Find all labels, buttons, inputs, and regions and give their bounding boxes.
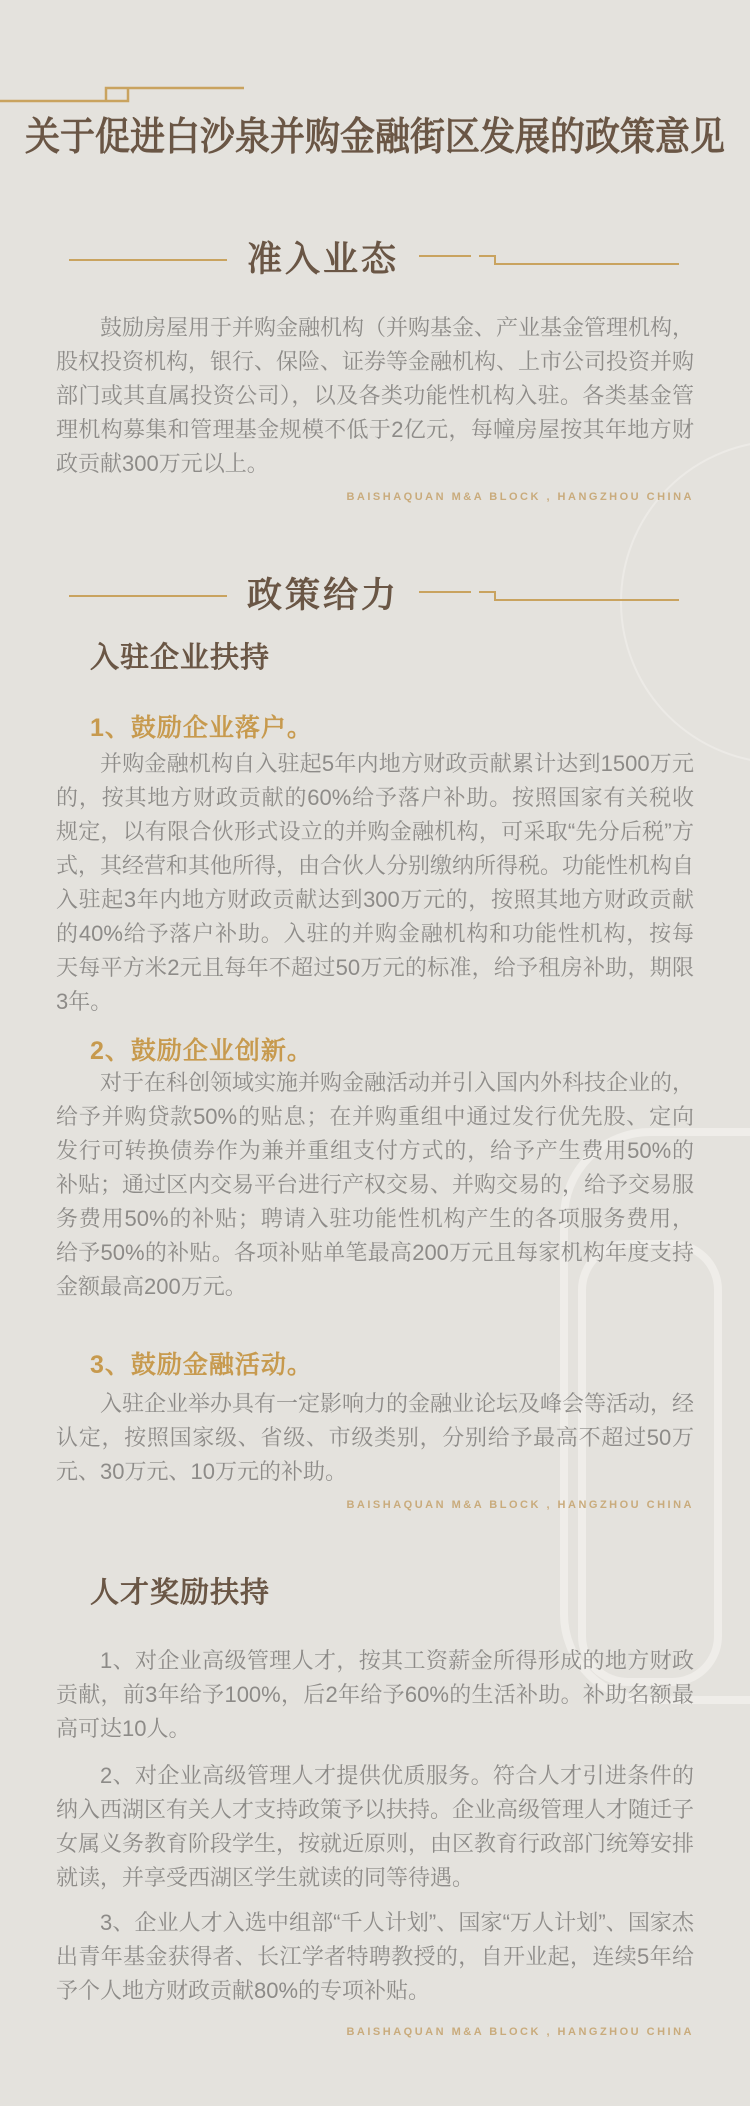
subsection-title-talent: 人才奖励扶持 [90, 1577, 271, 1609]
talent-paragraph-3: 3、企业人才入选中组部“千人计划”、国家“万人计划”、国家杰出青年基金获得者、长江学者特聘教授的，自开业起，连续5年给予个人地方财政贡献80%的专项补贴。 [56, 1910, 694, 2003]
item-body-innovate: 对于在科创领域实施并购金融活动并引入国内外科技企业的，给予并购贷款50%的贴息；在并购重组中通过发行优先股、定向发行可转换债券作为兼并重组支付方式的，给予产生费用50%的补贴；通过区内交易平台进行产权交易、并购交易的，给予交易服务费用50%的补贴；聘请入驻功能性机构产生的各项服务费用，给予50%的补贴。各项补贴单笔最高200万元且每家机构年度支持金额最高200万元。 [56, 1070, 695, 1299]
watermark-text: BAISHAQUAN M&A BLOCK , HANGZHOU CHINA [346, 2026, 694, 2038]
talent-paragraph-2: 2、对企业高级管理人才提供优质服务。符合人才引进条件的纳入西湖区有关人才支持政策予以扶持。企业高级管理人才随迁子女属义务教育阶段学生，按就近原则，由区教育行政部门统筹安排就读，并享受西湖区学生就读的同等待遇。 [56, 1763, 695, 1890]
watermark-text: BAISHAQUAN M&A BLOCK , HANGZHOU CHINA [346, 1499, 694, 1511]
item-label-innovate: 2、鼓励企业创新。 [90, 1037, 313, 1065]
section-title-access: 准入业态 [246, 240, 399, 279]
page-title: 关于促进白沙泉并购金融街区发展的政策意见 [24, 115, 725, 160]
subsection-title-enterprise: 入驻企业扶持 [90, 642, 271, 674]
section-header-access [56, 235, 694, 285]
access-body-paragraph: 鼓励房屋用于并购金融机构（并购基金、产业基金管理机构，股权投资机构，银行、保险、证券等金融机构、上市公司投资并购部门或其直属投资公司），以及各类功能性机构入驻。各类基金管理机构募集和管理基金规模不低于2亿元，每幢房屋按其年地方财政贡献300万元以上。 [56, 315, 695, 476]
watermark-text: BAISHAQUAN M&A BLOCK , HANGZHOU CHINA [346, 491, 694, 503]
section-title-policy: 政策给力 [246, 576, 399, 615]
item-body-finance-activity: 入驻企业举办具有一定影响力的金融业论坛及峰会等活动，经认定，按照国家级、省级、市级类别，分别给予最高不超过50万元、30万元、10万元的补助。 [56, 1391, 695, 1484]
section-header-policy [56, 571, 694, 621]
ornament-hook-right [419, 584, 681, 608]
item-label-finance-activity: 3、鼓励金融活动。 [90, 1351, 313, 1379]
item-label-settle: 1、鼓励企业落户。 [90, 714, 313, 742]
ornament-line-left [69, 259, 227, 261]
corner-fret-ornament [0, 84, 245, 106]
ornament-line-left [69, 595, 227, 597]
item-body-settle: 并购金融机构自入驻起5年内地方财政贡献累计达到1500万元的，按其地方财政贡献的60%给予落户补助。按照国家有关税收规定，以有限合伙形式设立的并购金融机构，可采取“先分后税”方式，其经营和其他所得，由合伙人分别缴纳所得税。功能性机构自入驻起3年内地方财政贡献达到300万元的，按照其地方财政贡献的40%给予落户补助。入驻的并购金融机构和功能性机构，按每天每平方米2元且每年不超过50万元的标准，给予租房补助，期限3年。 [56, 751, 695, 1014]
talent-paragraph-1: 1、对企业高级管理人才，按其工资薪金所得形成的地方财政贡献，前3年给予100%，后2年给予60%的生活补助。补助名额最高可达10人。 [56, 1648, 694, 1741]
ornament-hook-right [419, 248, 681, 272]
